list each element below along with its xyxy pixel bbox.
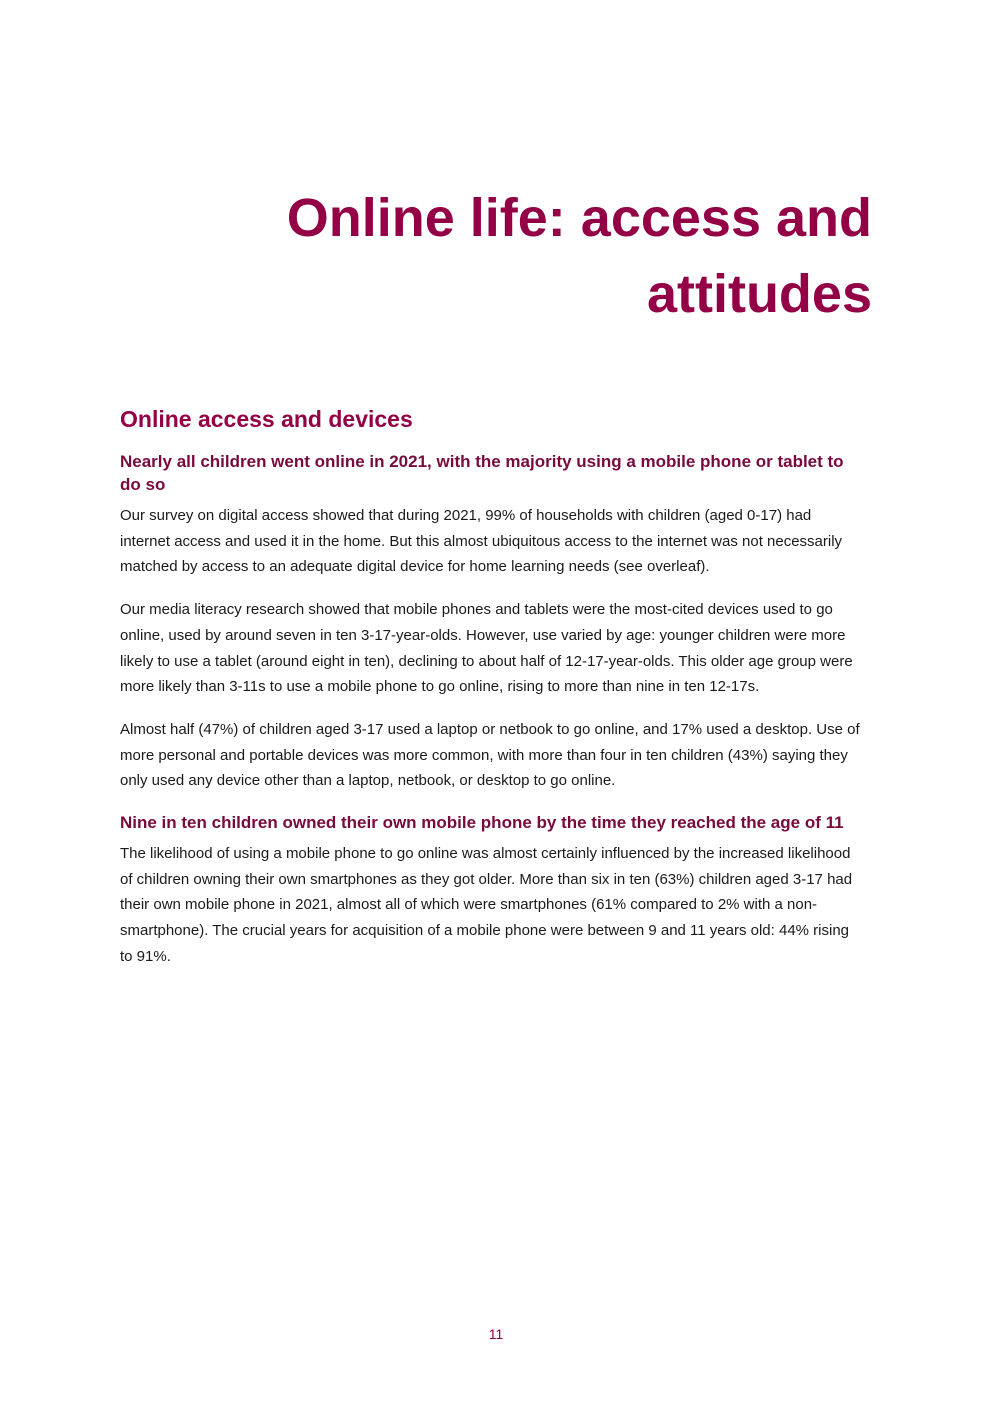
- paragraph-laptop-desktop: Almost half (47%) of children aged 3-17 used a laptop or netbook to go online, and 17% used a desktop. Use of more personal and portable devices was more common, with more than four in ten children (43%) saying they only used any device other than a laptop, netbook, or desktop to go online.: [120, 720, 860, 790]
- paragraph-digital-access: Our survey on digital access showed that during 2021, 99% of households with children (aged 0-17) had internet access and used it in the home. But this almost ubiquitous access to the internet was not necessarily matched by access to an adequate digital device for home learning needs (see overleaf).: [120, 507, 843, 576]
- paragraph-devices-used: Our media literacy research showed that mobile phones and tablets were the most-cited devices used to go online, used by around seven in ten 3-17-year-olds. However, use varied by age: younger children were more likely to use a tablet (around eight in ten), declining to about half of 12-17-year-olds. This older age group were more likely than 3-11s to use a mobile phone to go online, rising to more than nine in ten 12-17s.: [120, 601, 853, 696]
- subsection-heading: Nearly all children went online in 2021, with the majority using a mobile phone or tablet to do so: [120, 452, 844, 494]
- subsection-heading: Nine in ten children owned their own mobile phone by the time they reached the age of 11: [120, 813, 844, 833]
- paragraph-phone-ownership: The likelihood of using a mobile phone to go online was almost certainly influenced by the increased likelihood of children owning their own smartphones as they got older. More than six in ten (63%) children aged 3-17 had their own mobile phone in 2021, almost all of which were smartphones (61% compared to 2% with a non-smartphone). The crucial years for acquisition of a mobile phone were between 9 and 11 years old: 44% rising to 91%.: [120, 845, 853, 965]
- section-heading: Online access and devices: [120, 406, 413, 432]
- main-content: [120, 404, 865, 987]
- subsection-online-use: [120, 450, 865, 794]
- page-title: Online life: access and attitudes: [286, 188, 872, 324]
- page-number: 11: [488, 1326, 504, 1342]
- subsection-phone-ownership: [120, 811, 865, 970]
